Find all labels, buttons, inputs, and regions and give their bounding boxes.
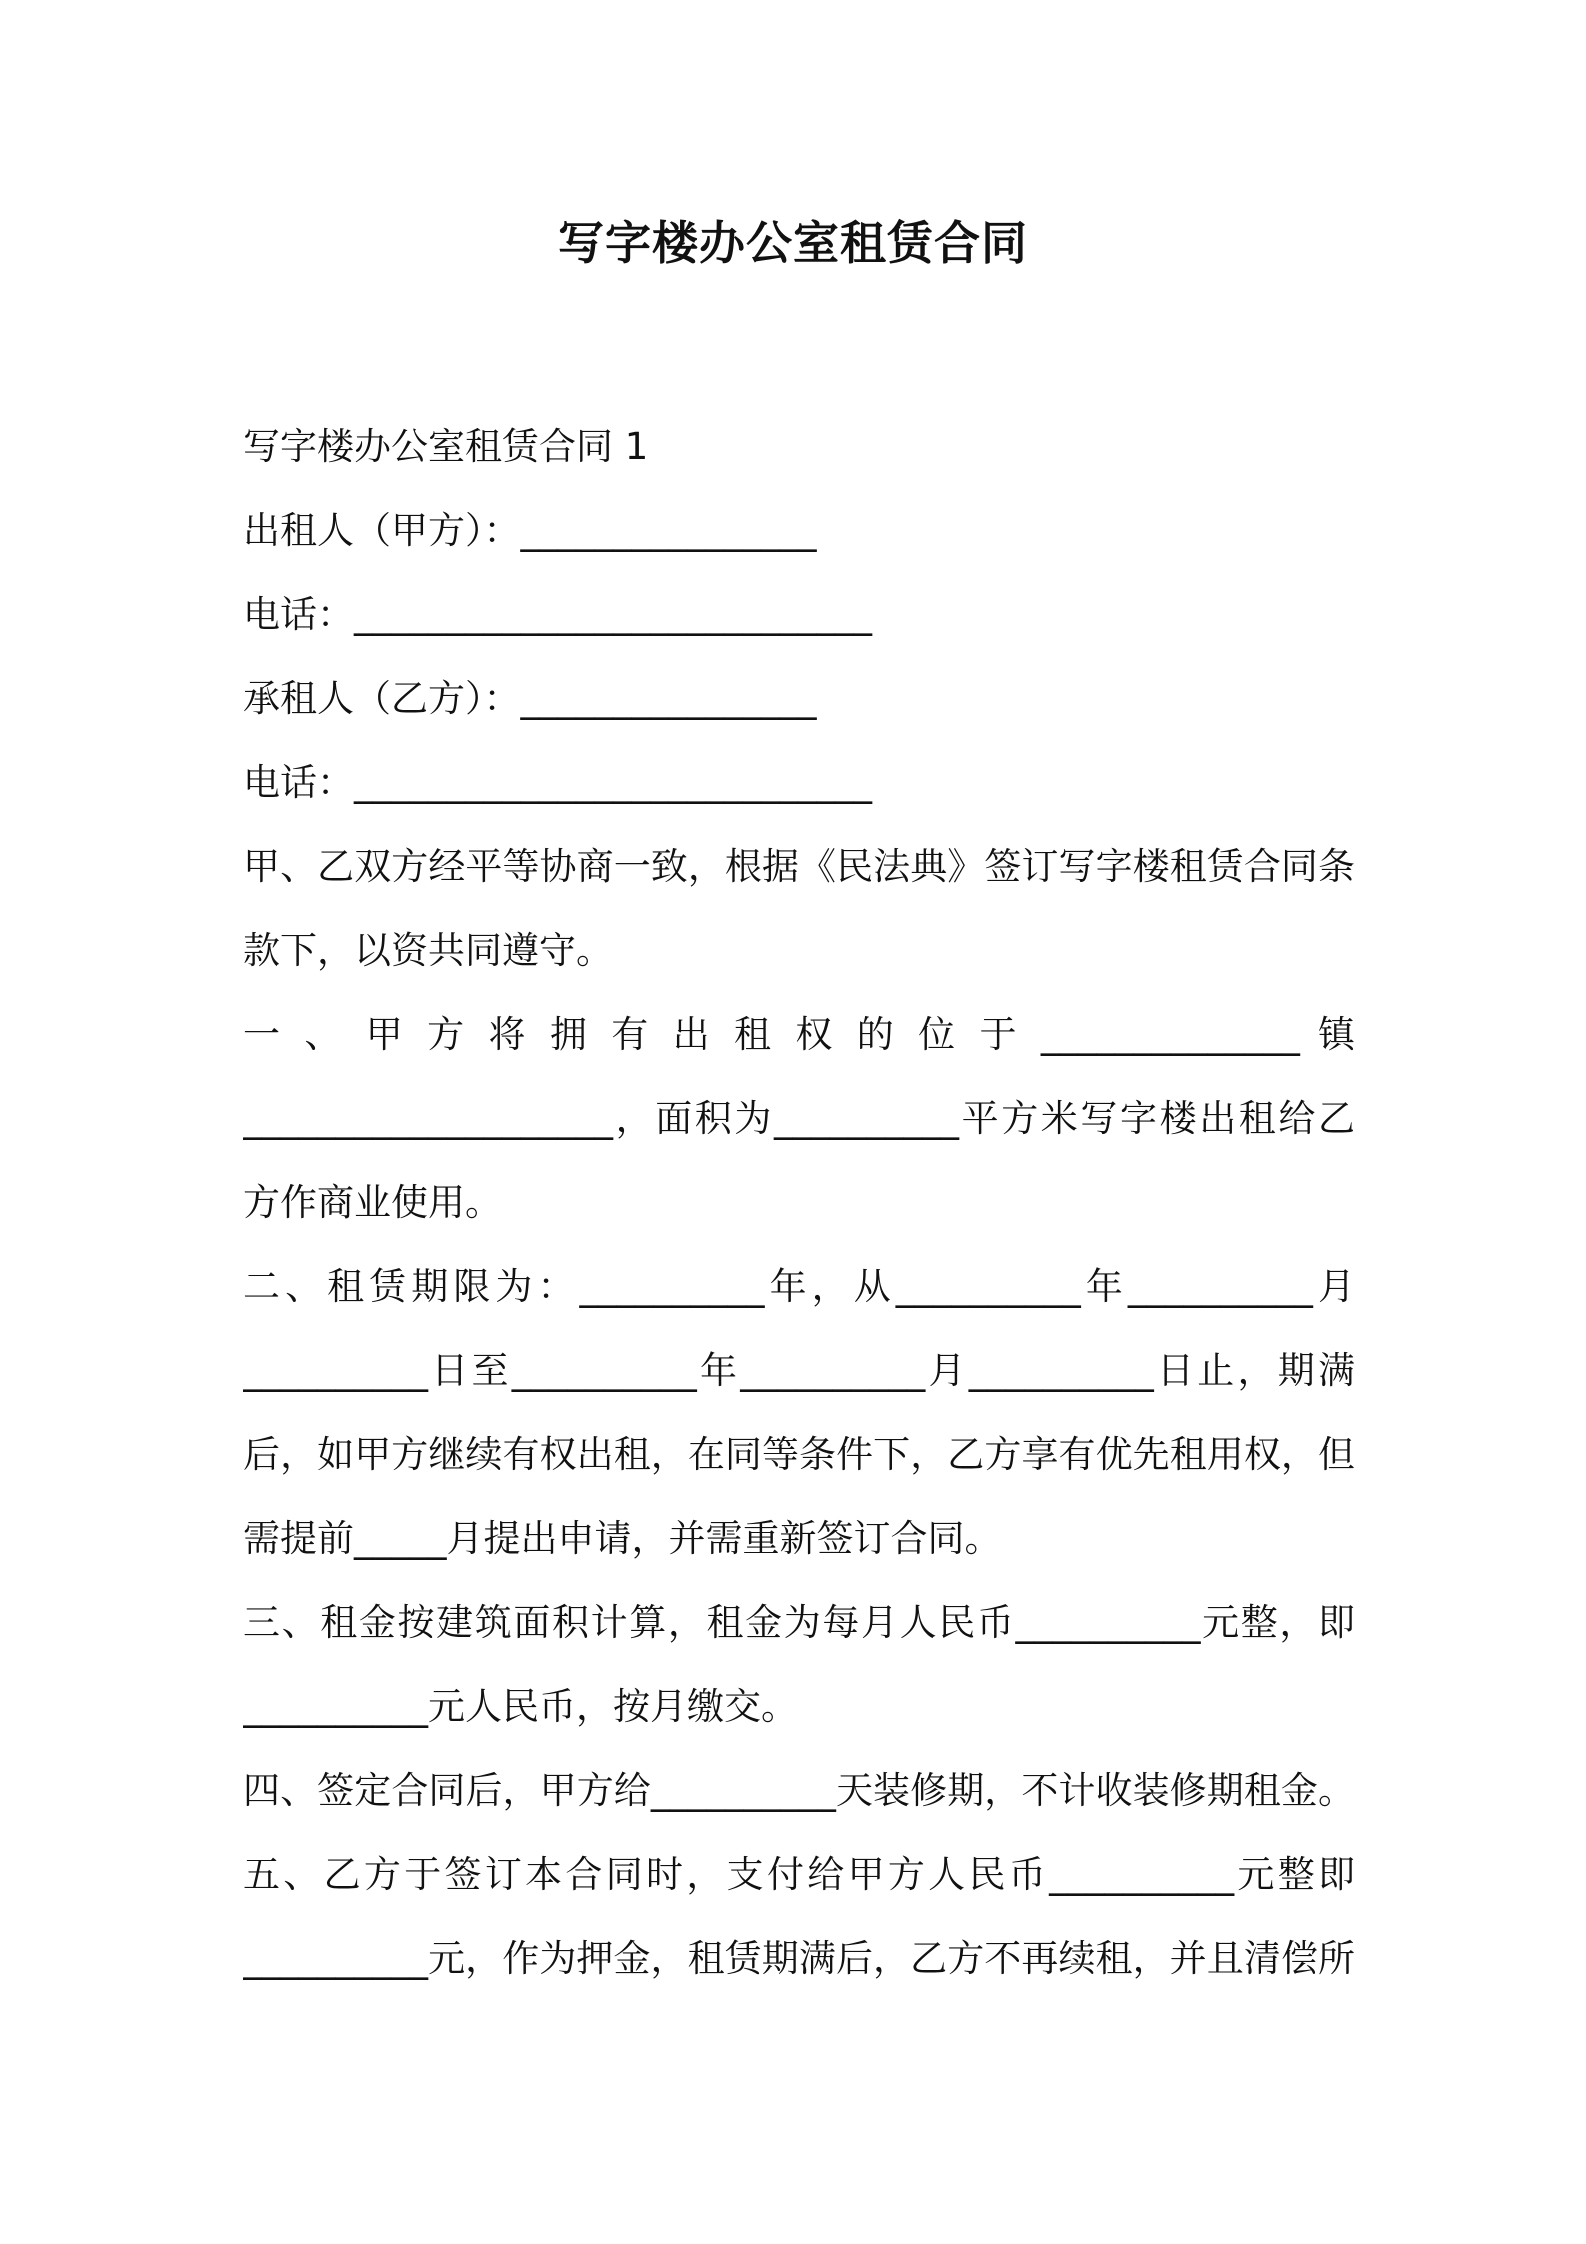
clause-2-line: 二、租赁期限为：__________年，从__________年__________月 [243, 1265, 1355, 1308]
clause-1-line: 一 、 甲 方 将 拥 有 出 租 权 的 位 于 ______________ 镇 [243, 1013, 1355, 1056]
lessor-field: 出租人（甲方）：________________ [243, 509, 817, 552]
clause-2-line: __________日至__________年__________月__________日止，期满 [243, 1349, 1355, 1392]
preamble-line: 款下，以资共同遵守。 [243, 929, 613, 972]
lessee-phone-field: 电话：____________________________ [243, 761, 872, 804]
clause-2-line: 后，如甲方继续有权出租，在同等条件下，乙方享有优先租用权，但 [243, 1433, 1355, 1476]
contract-subtitle: 写字楼办公室租赁合同 1 [243, 425, 649, 468]
clause-1-line: 方作商业使用。 [243, 1181, 502, 1224]
clause-5-line: __________元，作为押金，租赁期满后，乙方不再续租，并且清偿所 [243, 1937, 1355, 1980]
clause-2-line: 需提前_____月提出申请，并需重新签订合同。 [243, 1517, 1002, 1560]
clause-3-line: __________元人民币，按月缴交。 [243, 1685, 798, 1728]
lessor-phone-field: 电话：____________________________ [243, 593, 872, 636]
clause-3-line: 三、租金按建筑面积计算，租金为每月人民币__________元整，即 [243, 1601, 1355, 1644]
clause-5-line: 五、乙方于签订本合同时，支付给甲方人民币__________元整即 [243, 1853, 1355, 1896]
preamble-line: 甲、乙双方经平等协商一致，根据《民法典》签订写字楼租赁合同条 [243, 845, 1355, 888]
document-body [243, 405, 1355, 2001]
clause-4-line: 四、签定合同后，甲方给__________天装修期，不计收装修期租金。 [243, 1769, 1355, 1812]
document-title: 写字楼办公室租赁合同 [558, 216, 1028, 270]
lessee-field: 承租人（乙方）：________________ [243, 677, 817, 720]
clause-1-line: ____________________，面积为__________平方米写字楼出租给乙 [243, 1097, 1355, 1140]
